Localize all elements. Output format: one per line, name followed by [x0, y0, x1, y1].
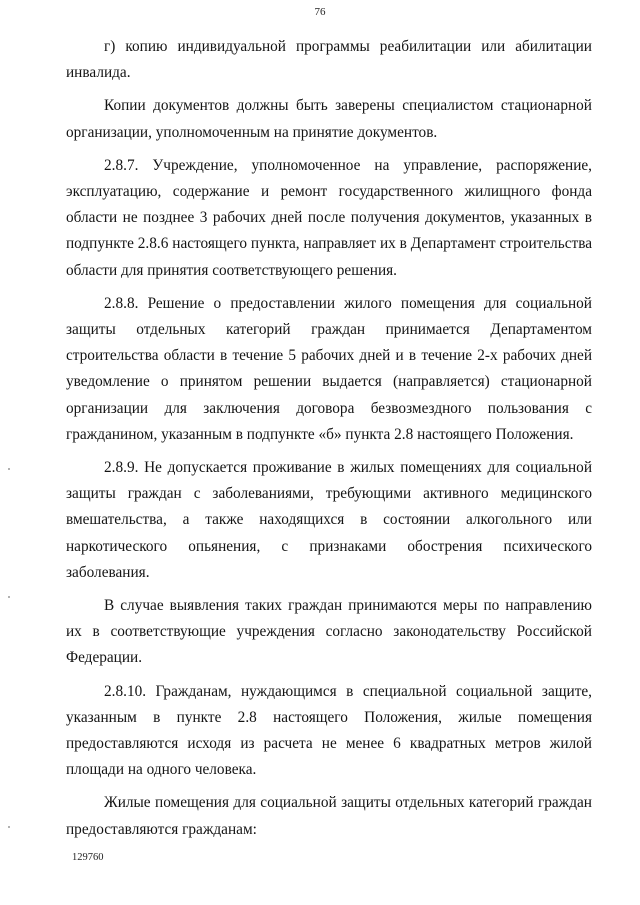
- paragraph-2-8-10: 2.8.10. Гражданам, нуждающимся в специальной социальной защите, указанным в пункте 2.8 настоящего Положения, жилые помещения предоставляются исходя из расчета не менее 6 квадратных метров жилой площади на одного человека.: [66, 682, 592, 779]
- paragraph-2-8-8: 2.8.8. Решение о предоставлении жилого помещения для социальной защиты отдельных категорий граждан принимается Департаментом строительства области в течение 5 рабочих дней и в течение 2-х рабочих дней уведомление о принятом решении выдается (направляется) стационарной организации для заключения договора безвозмездного пользования с гражданином, указанным в подпункте «б» пункта 2.8 настоящего Положения.: [66, 294, 592, 443]
- page-number: 76: [314, 6, 326, 18]
- paragraph-housing-provided: Жилые помещения для социальной защиты отдельных категорий граждан предоставляются гражданам:: [66, 794, 592, 838]
- margin-scan-mark: [8, 468, 10, 470]
- paragraph-2-8-9: 2.8.9. Не допускается проживание в жилых помещениях для социальной защиты граждан с заболеваниями, требующими активного медицинского вмешательства, а также находящихся в состоянии алкогольного или наркотического опьянения, с признаками обострения психического заболевания.: [66, 459, 592, 581]
- document-body: [66, 34, 592, 843]
- margin-scan-mark: [8, 826, 10, 828]
- paragraph-copies-certification: Копии документов должны быть заверены специалистом стационарной организации, уполномоченным на принятие документов.: [66, 97, 592, 141]
- paragraph-item-g: г) копию индивидуальной программы реабилитации или абилитации инвалида.: [66, 38, 592, 82]
- margin-scan-mark: [8, 596, 10, 598]
- paragraph-detection-measures: В случае выявления таких граждан принимаются меры по направлению их в соответствующие учреждения согласно законодательству Российской Федерации.: [66, 597, 592, 667]
- document-code: 129760: [72, 852, 104, 863]
- paragraph-2-8-7: 2.8.7. Учреждение, уполномоченное на управление, распоряжение, эксплуатацию, содержание и ремонт государственного жилищного фонда области не позднее 3 рабочих дней после получения документов, указанных в подпункте 2.8.6 настоящего пункта, направляет их в Департамент строительства области для принятия соответствующего решения.: [66, 156, 592, 279]
